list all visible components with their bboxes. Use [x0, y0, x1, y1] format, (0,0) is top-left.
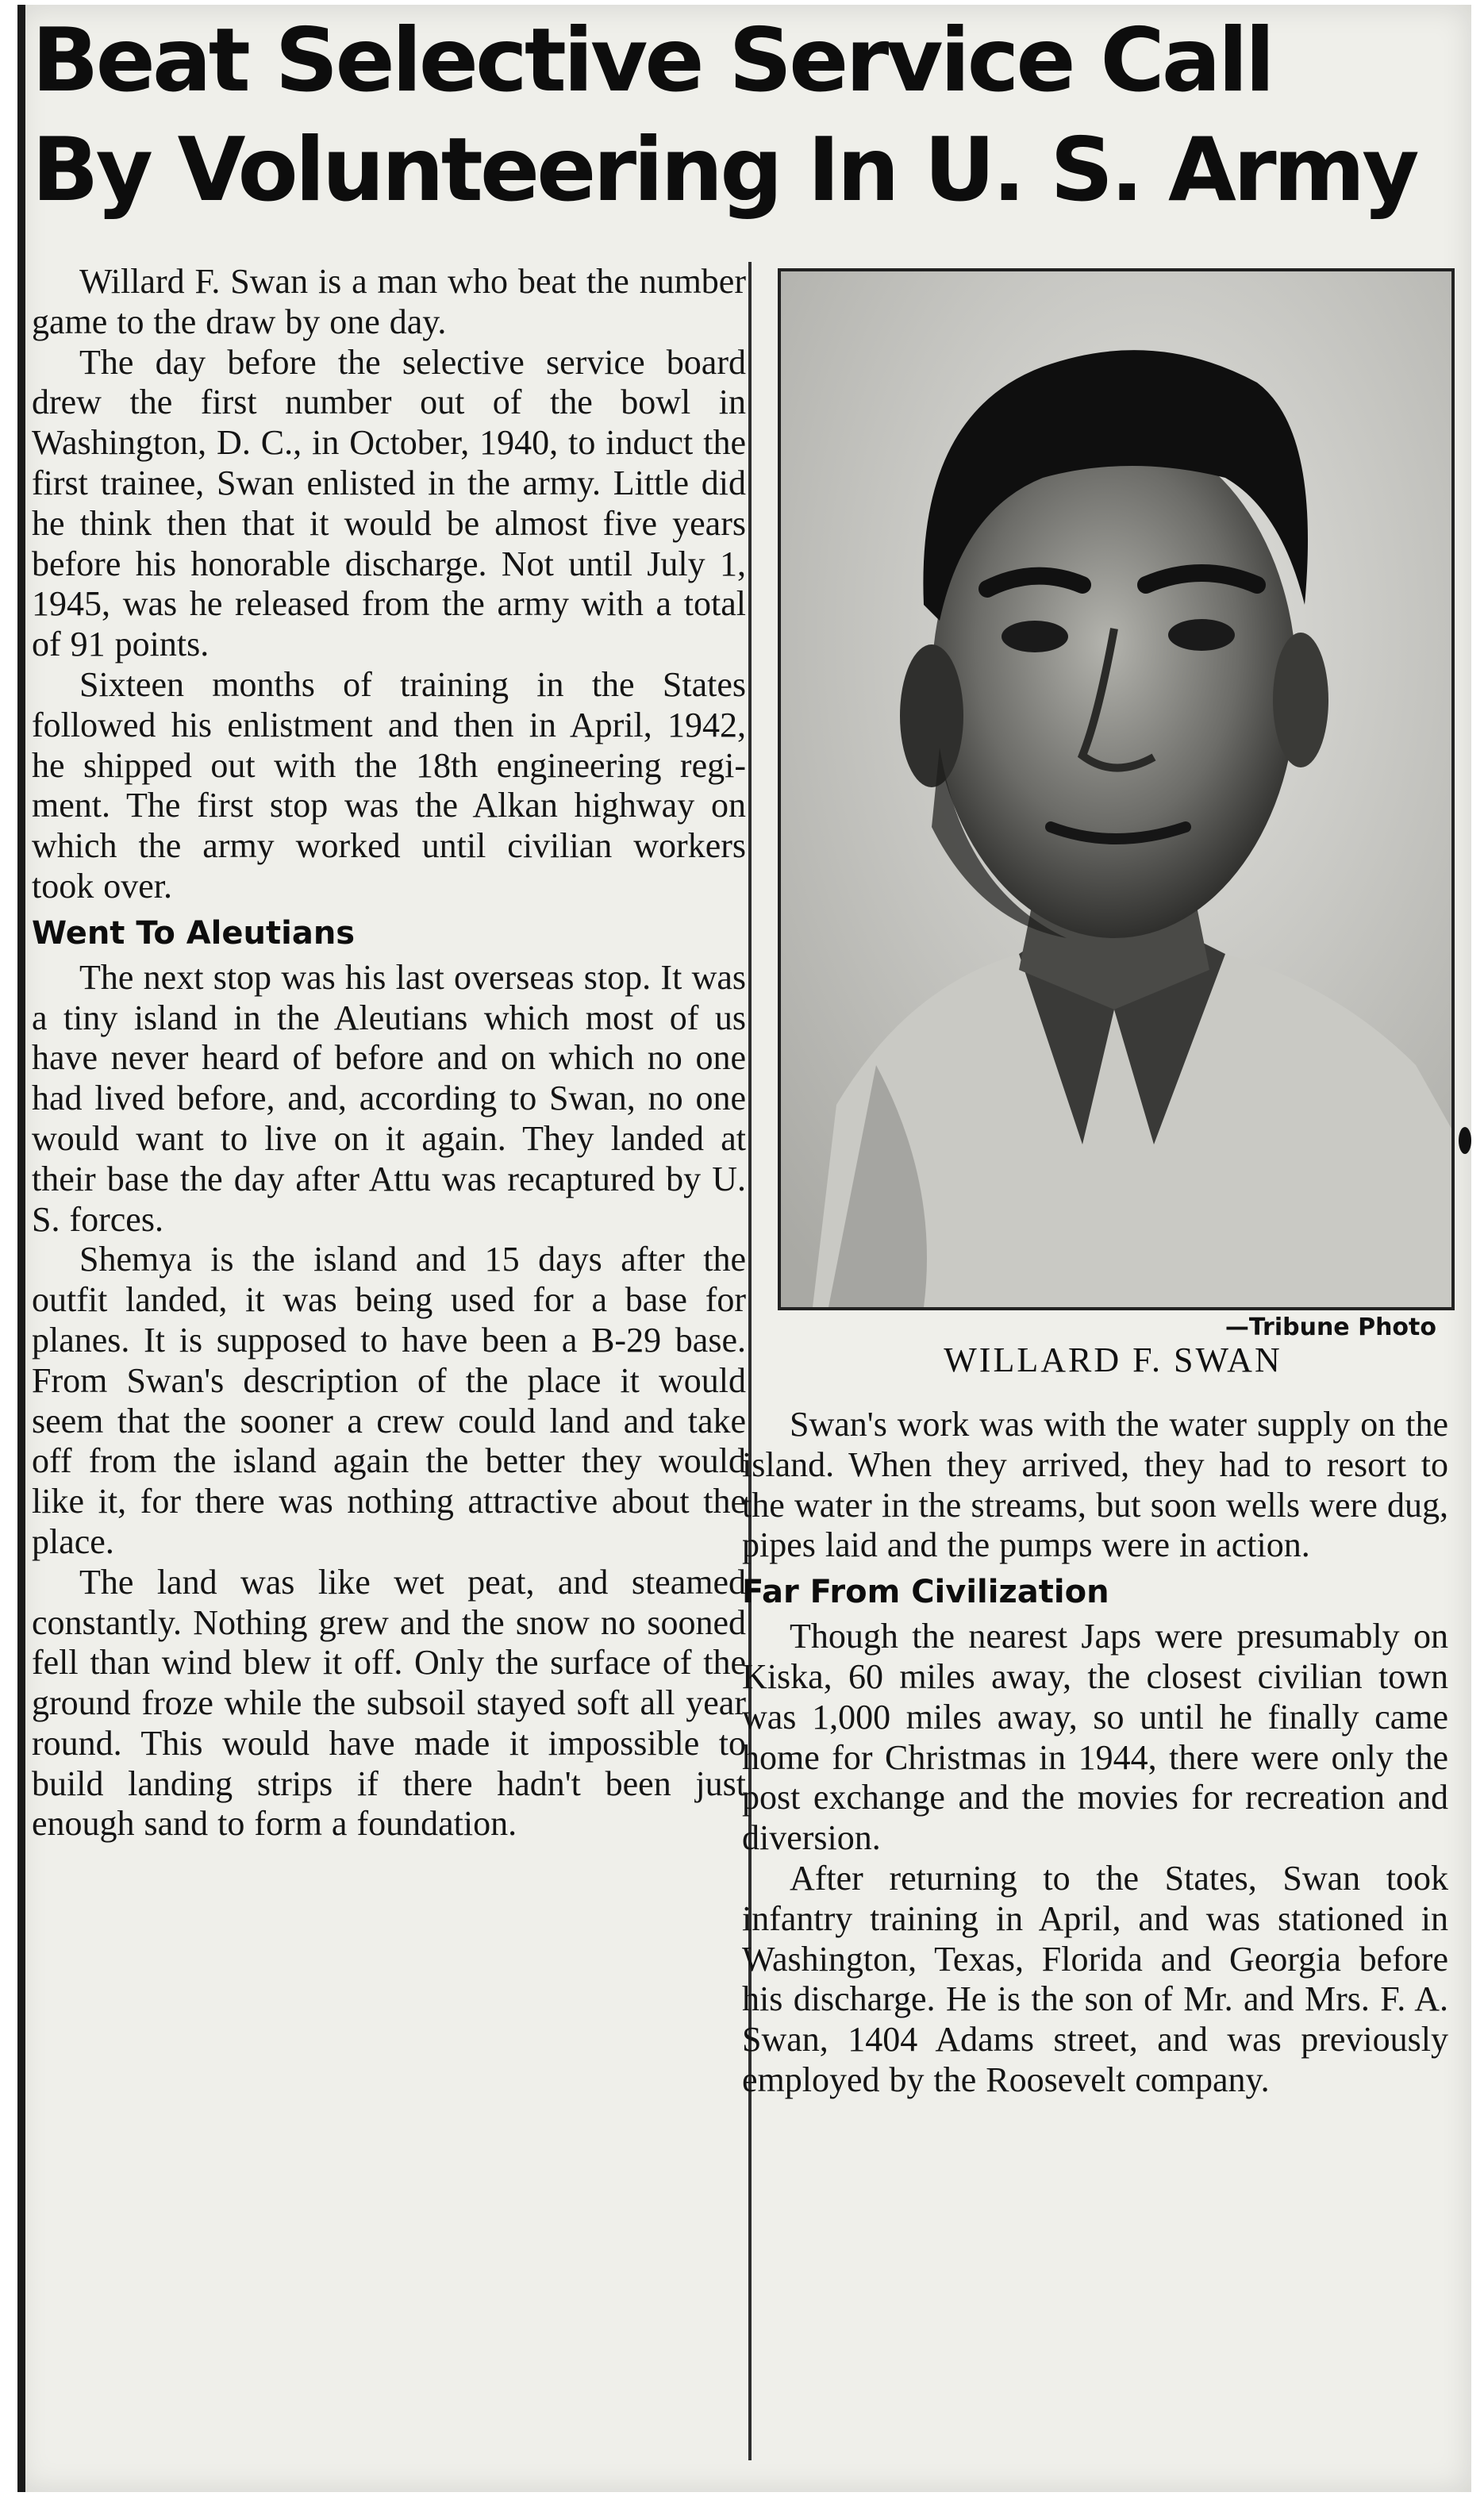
article-paragraph: Willard F. Swan is a man who beat the number game to the draw by one day. — [32, 262, 746, 341]
article-paragraph: Swan's work was with the water supply on the island. When they arrived, they had to resort to the water in the streams, but soon wells were dug, pipes laid and the pumps were in action. — [742, 1405, 1448, 1565]
article-paragraph: After returning to the States, Swan took infantry training in April, and was stationed in Washington, Texas, Florida and Georgia before his discharge. He is the son of Mr. and Mrs. F. A. Swan, 1404 Adams street, and was previously employed by the Roosevelt company. — [742, 1858, 1448, 2099]
article-paragraph: Though the nearest Japs were presumably on Kiska, 60 miles away, the closest civilian town was 1,000 miles away, so until he finally came home for Christmas in 1944, there were only the post exchange and the movies for recreation and diversion. — [742, 1617, 1448, 1858]
subheading: Went To Aleutians — [32, 914, 356, 952]
headline-line-1: Beat Selective Service Call — [32, 10, 1272, 112]
article-paragraph: Shemya is the island and 15 days after the outfit landed, it was being used for a base for planes. It is supposed to have been a B-29 base. From Swan's description of the place it would seem that the sooner a crew could land and take off from the island again the better they would like it, for there was nothing attractive about the place. — [32, 1240, 746, 1561]
headline-line-2: By Volunteering In U. S. Army — [32, 119, 1417, 221]
photo-caption: WILLARD F. SWAN — [944, 1340, 1282, 1379]
column-divider — [748, 262, 752, 2460]
photo-credit: —Tribune Photo — [1224, 1313, 1436, 1341]
clipping-edge — [17, 5, 25, 2492]
article-paragraph: The day before the selective service board drew the first number out of the bowl in Washington, D. C., in October, 1940, to induct the first trainee, Swan enlisted in the army. Little did he think then that it would be almost five years before his honorable discharge. Not until July 1, 1945, was he released from the army with a total of 91 points. — [32, 342, 746, 664]
article-paragraph: Sixteen months of training in the States followed his enlistment and then in April, 1942, he shipped out with the 18th engineering regiment. The first stop was the Alkan highway on which the army worked until civilian workers took over. — [32, 664, 746, 906]
print-speck — [1459, 1127, 1471, 1154]
portrait-image — [781, 271, 1451, 1307]
article-paragraph: The next stop was his last overseas stop. It was a tiny island in the Aleutians which most of us have never heard of before and on which no one had lived before, and, according to Swan, no one would want to live on it again. They landed at their base the day after Attu was recaptured by U. S. forces. — [32, 957, 746, 1239]
portrait-photo — [778, 268, 1455, 1310]
article-left-column — [32, 262, 746, 1844]
article-right-column — [742, 1405, 1448, 2101]
headline — [32, 6, 1444, 225]
article-paragraph: The land was like wet peat, and steamed constantly. Nothing grew and the snow no sooned fell than wind blew it off. Only the surface of the ground froze while the subsoil stayed soft all year round. This would have made it impossible to build landing strips if there hadn't been just enough sand to form a foundation. — [32, 1562, 746, 1844]
subheading: Far From Civilization — [742, 1574, 1109, 1611]
